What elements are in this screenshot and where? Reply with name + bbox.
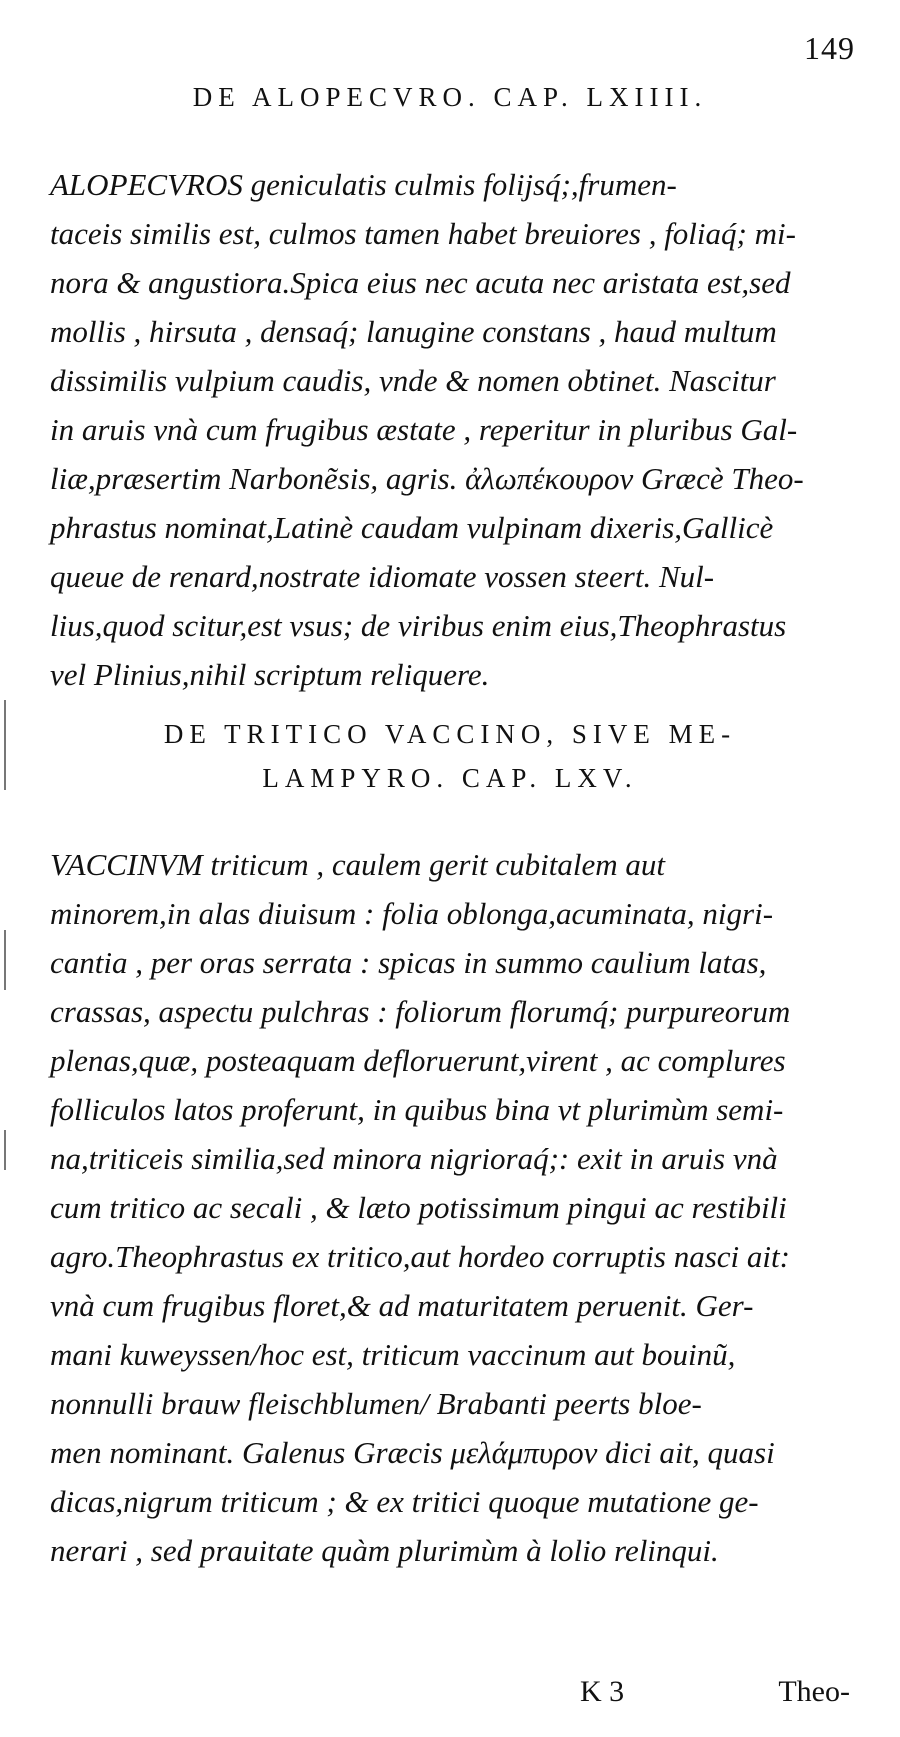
text-line: na,triticeis similia,sed minora nigrioraq́;: exit in aruis vnà bbox=[50, 1141, 778, 1176]
text-line: in aruis vnà cum frugibus æstate , reperitur in pluribus Gal- bbox=[50, 412, 798, 447]
text-line: VACCINVM triticum , caulem gerit cubitalem aut bbox=[50, 847, 666, 882]
paragraph-melampyro bbox=[50, 840, 850, 1575]
text-line: nonnulli brauw fleischblumen/ Brabanti peerts bloe- bbox=[50, 1386, 702, 1421]
text-line: lius,quod scitur,est vsus; de viribus enim eius,Theophrastus bbox=[50, 608, 787, 643]
gutter-shadow-line bbox=[4, 1130, 6, 1170]
text-line: cantia , per oras serrata : spicas in summo caulium latas, bbox=[50, 945, 767, 980]
text-line: plenas,quæ, posteaquam defloruerunt,virent , ac complures bbox=[50, 1043, 786, 1078]
text-line: men nominant. Galenus Græcis μελάμπυρον dici ait, quasi bbox=[50, 1435, 775, 1470]
text-line: vnà cum frugibus floret,& ad maturitatem peruenit. Ger- bbox=[50, 1288, 754, 1323]
text-line: crassas, aspectu pulchras : foliorum florumq́; purpureorum bbox=[50, 994, 791, 1029]
text-line: nora & angustiora.Spica eius nec acuta nec aristata est,sed bbox=[50, 265, 791, 300]
text-line: ALOPECVROS geniculatis culmis folijsq́;,frumen- bbox=[50, 167, 677, 202]
text-line: taceis similis est, culmos tamen habet breuiores , foliaq́; mi- bbox=[50, 216, 796, 251]
text-line: nerari , sed prauitate quàm plurimùm à lolio relinqui. bbox=[50, 1533, 719, 1568]
text-line: folliculos latos proferunt, in quibus bina vt plurimùm semi- bbox=[50, 1092, 784, 1127]
text-line: mollis , hirsuta , densaq́; lanugine constans , haud multum bbox=[50, 314, 777, 349]
text-line: phrastus nominat,Latinè caudam vulpinam dixeris,Gallicè bbox=[50, 510, 774, 545]
text-line: agro.Theophrastus ex tritico,aut hordeo corruptis nasci ait: bbox=[50, 1239, 790, 1274]
text-line: minorem,in alas diuisum : folia oblonga,acuminata, nigri- bbox=[50, 896, 774, 931]
heading-line: LAMPYRO. CAP. LXV. bbox=[262, 763, 638, 793]
chapter-heading-alopecuro: DE ALOPECVRO. CAP. LXIIII. bbox=[192, 82, 708, 112]
gutter-shadow-line bbox=[4, 700, 6, 790]
heading-line: DE TRITICO VACCINO, SIVE ME- bbox=[163, 719, 737, 749]
text-line: cum tritico ac secali , & læto potissimum pingui ac restibili bbox=[50, 1190, 787, 1225]
gutter-shadow-line bbox=[4, 930, 6, 990]
text-line: mani kuweyssen/hoc est, triticum vaccinum aut bouinũ, bbox=[50, 1337, 736, 1372]
signature-mark: K 3 bbox=[580, 1675, 625, 1708]
chapter-heading-melampyro bbox=[0, 712, 900, 800]
text-line: liæ,præsertim Narbonẽsis, agris. ἀλωπέκουρον Græcè Theo- bbox=[50, 461, 804, 496]
paragraph-alopecuro bbox=[50, 160, 850, 699]
text-line: dicas,nigrum triticum ; & ex tritici quoque mutatione ge- bbox=[50, 1484, 759, 1519]
text-line: queue de renard,nostrate idiomate vossen steert. Nul- bbox=[50, 559, 715, 594]
catchword: Theo- bbox=[778, 1675, 850, 1708]
text-line: dissimilis vulpium caudis, vnde & nomen obtinet. Nascitur bbox=[50, 363, 776, 398]
text-line: vel Plinius,nihil scriptum reliquere. bbox=[50, 657, 490, 692]
page-number: 149 bbox=[804, 30, 855, 66]
